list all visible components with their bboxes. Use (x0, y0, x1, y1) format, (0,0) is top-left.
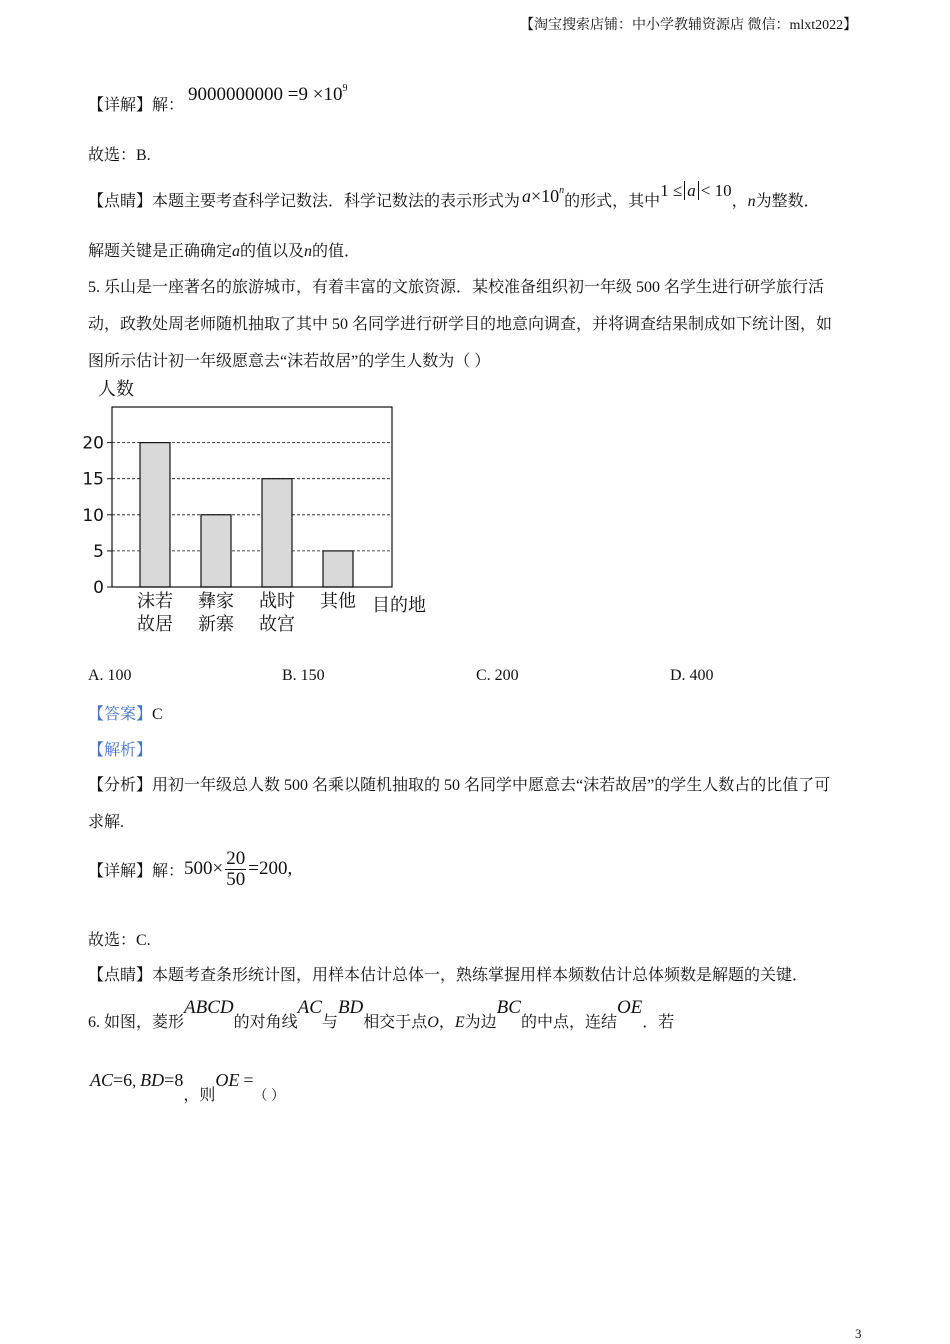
x-category-label-0-1: 故居 (137, 614, 173, 635)
q5-answer-line (88, 701, 163, 724)
bar-2 (262, 479, 292, 587)
prev-detail-line (88, 83, 348, 116)
analysis-line2: 求解. (88, 814, 125, 831)
analysis-label: 【解析】 (88, 742, 153, 759)
y-axis-label: 人数 (98, 379, 134, 400)
x-category-label-0-0: 沫若 (137, 591, 173, 612)
prev-tip-line: 【点睛】本题主要考查科学记数法．科学记数法的表示形式为 $a\times 10^n$的形式，其中1 ≤ a < 10，n为整数． (88, 181, 820, 210)
x-category-label-1-1: 新寨 (198, 614, 234, 635)
prev-tip-line2: 解题关键是正确确定a的值以及n的值． (88, 243, 361, 260)
option-a[interactable]: A. 100 (88, 667, 132, 684)
q5-tip-line: 【点睛】本题考查条形统计图，用样本估计总体一，熟练掌握用样本频数估计总体频数是解题的关键． (88, 967, 809, 984)
bars (140, 443, 353, 587)
answer-label: 【答案】 (88, 706, 153, 723)
y-tick-label-20: 20 (82, 433, 104, 454)
detail-label: 【详解】解： (88, 97, 185, 114)
bar-3 (323, 551, 353, 587)
x-category-label-2-0: 战时 (259, 591, 295, 612)
header-shop-text: 【淘宝搜索店铺：中小学教辅资源店 微信：mlxt2022】 (520, 18, 858, 33)
detail-expression: $9000000000 =9 \times 10^9$ (188, 83, 348, 105)
page-number: 3 (855, 1326, 862, 1341)
q5-stem-line3: 图所示估计初一年级愿意去“沫若故居”的学生人数为（ ） (88, 353, 491, 370)
q5-choose-line: 故选：C. (88, 932, 151, 949)
option-c[interactable]: C. 200 (476, 667, 519, 684)
option-d[interactable]: D. 400 (670, 667, 714, 684)
q5-stem-line2: 动，政教处周老师随机抽取了其中 50 名同学进行研学目的地意向调查，并将调查结果制成如下统计图，如 (88, 316, 833, 333)
y-tick-label-5: 5 (93, 541, 104, 562)
q6-stem-line2: AC=6, BD=8，则OE =（ ） (90, 1070, 285, 1104)
bar-0 (140, 443, 170, 587)
q5-detail-line: 【详解】解：500× $\frac{20}{50}$ =200, (88, 848, 293, 890)
bar-1 (201, 515, 231, 587)
x-category-label-1-0: 彝家 (198, 591, 234, 612)
bar-chart (82, 375, 442, 637)
x-category-label-2-1: 故宫 (259, 614, 295, 635)
y-tick-label-0: 0 (93, 578, 104, 598)
analysis-line1: 【分析】用初一年级总人数 500 名乘以随机抽取的 50 名同学中愿意去“沫若故居”的学生人数占的比值了可 (88, 777, 831, 794)
q5-stem-line1: 5. 乐山是一座著名的旅游城市，有着丰富的文旅资源．某校准备组织初一年级 500 名学生进行研学旅行活 (88, 279, 825, 296)
prev-choose-line: 故选：B. (88, 147, 151, 164)
y-tick-label-10: 10 (82, 505, 104, 526)
option-b[interactable]: B. 150 (282, 667, 325, 684)
x-axis-label: 目的地 (372, 595, 426, 616)
x-category-label-3-0: 其他 (320, 591, 356, 612)
y-tick-label-15: 15 (82, 469, 104, 490)
answer-value: C (152, 706, 163, 723)
q6-stem-line1: 6. 如图，菱形ABCD的对角线AC与BD相交于点O，E为边BC的中点，连结OE．若 (88, 997, 675, 1031)
